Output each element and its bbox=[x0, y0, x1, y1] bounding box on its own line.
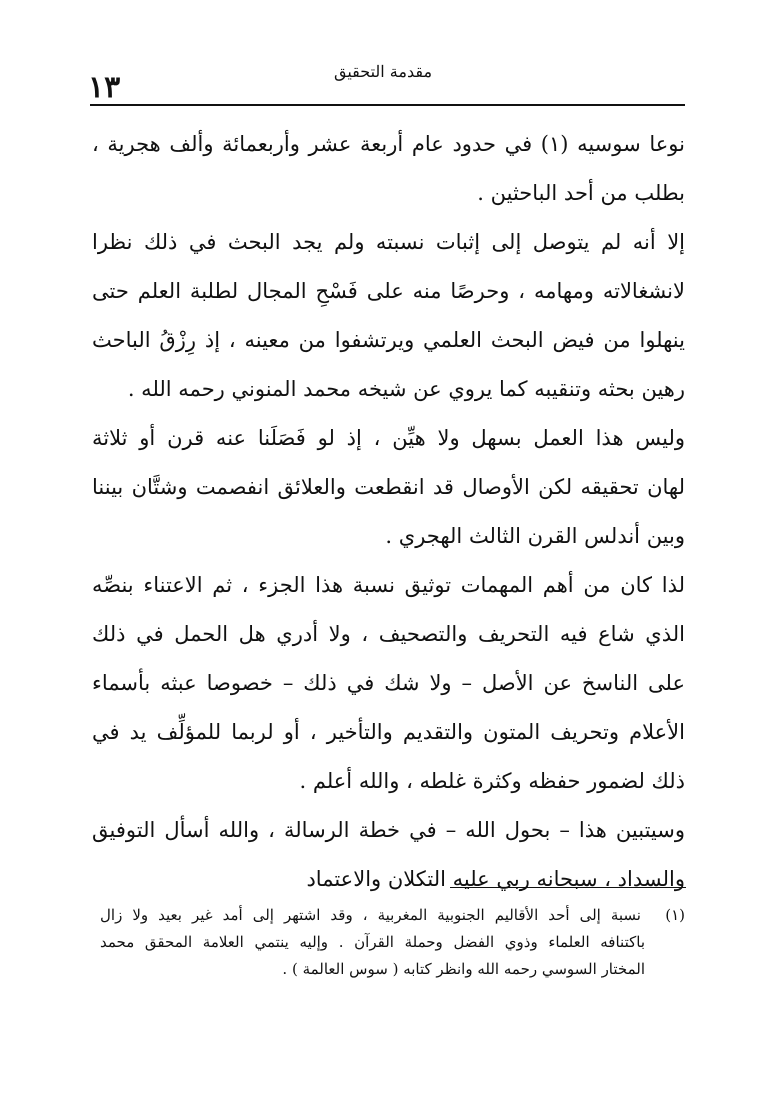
text-line: لذا كان من أهم المهمات توثيق نسبة هذا الجزء ، ثم الاعتناء بنصِّه bbox=[92, 573, 685, 597]
text-line: والسداد ، سبحانه ربي عليه التكلان والاعتماد bbox=[306, 867, 685, 891]
footnote-line: باكتنافه العلماء وذوي الفضل وحملة القرآن . وإليه ينتمي العلامة المحقق محمد bbox=[100, 933, 645, 951]
text-line: الأعلام وتحريف المتون والتقديم والتأخير ، أو لربما للمؤلِّف يد في bbox=[92, 720, 685, 744]
text-line: ذلك لضمور حفظه وكثرة غلطه ، والله أعلم . bbox=[299, 769, 685, 793]
footnote-divider bbox=[450, 887, 686, 888]
footnotes bbox=[100, 902, 685, 983]
text-line: على الناسخ عن الأصل – ولا شك في ذلك – خصوصا عبثه بأسماء bbox=[92, 671, 685, 695]
text-line: لهان تحقيقه لكن الأوصال قد انقطعت والعلائق انفصمت وشتَّان بيننا bbox=[92, 475, 685, 499]
footnote-line: المختار السوسي رحمه الله وانظر كتابه ( سوس العالمة ) . bbox=[282, 960, 645, 978]
text-line: وبين أندلس القرن الثالث الهجري . bbox=[385, 524, 685, 548]
text-line: الذي شاع فيه التحريف والتصحيف ، ولا أدري هل الحمل في ذلك bbox=[92, 622, 685, 646]
header-divider bbox=[90, 104, 685, 106]
text-line: إلا أنه لم يتوصل إلى إثبات نسبته ولم يجد البحث في ذلك نظرا bbox=[92, 230, 685, 254]
text-line: وسيتبين هذا – بحول الله – في خطة الرسالة ، والله أسأل التوفيق bbox=[92, 818, 685, 842]
footnote-text: نسبة إلى أحد الأقاليم الجنوبية المغربية ، وقد اشتهر إلى أمد غير بعيد ولا زال bbox=[100, 906, 641, 924]
text-line: بطلب من أحد الباحثين . bbox=[477, 181, 685, 205]
page-number: ١٣ bbox=[88, 70, 121, 105]
text-line: نوعا سوسيه (١) في حدود عام أربعة عشر وأربعمائة وألف هجرية ، bbox=[92, 132, 685, 156]
text-line: ينهلوا من فيض البحث العلمي ويرتشفوا من معينه ، إذ رِزْقُ الباحث bbox=[92, 328, 685, 352]
footnote-line bbox=[100, 902, 685, 929]
text-line: لانشغالاته ومهامه ، وحرصًا منه على فَسْحِ المجال لطلبة العلم حتى bbox=[92, 279, 685, 303]
running-header-title: مقدمة التحقيق bbox=[333, 62, 433, 81]
footnote-marker: (١) bbox=[665, 906, 685, 924]
main-text bbox=[92, 120, 685, 904]
text-line: رهين بحثه وتنقيبه كما يروي عن شيخه محمد المنوني رحمه الله . bbox=[127, 377, 685, 401]
text-line: وليس هذا العمل بسهل ولا هيِّن ، إذ لو فَصَلَنا عنه قرن أو ثلاثة bbox=[92, 426, 685, 450]
